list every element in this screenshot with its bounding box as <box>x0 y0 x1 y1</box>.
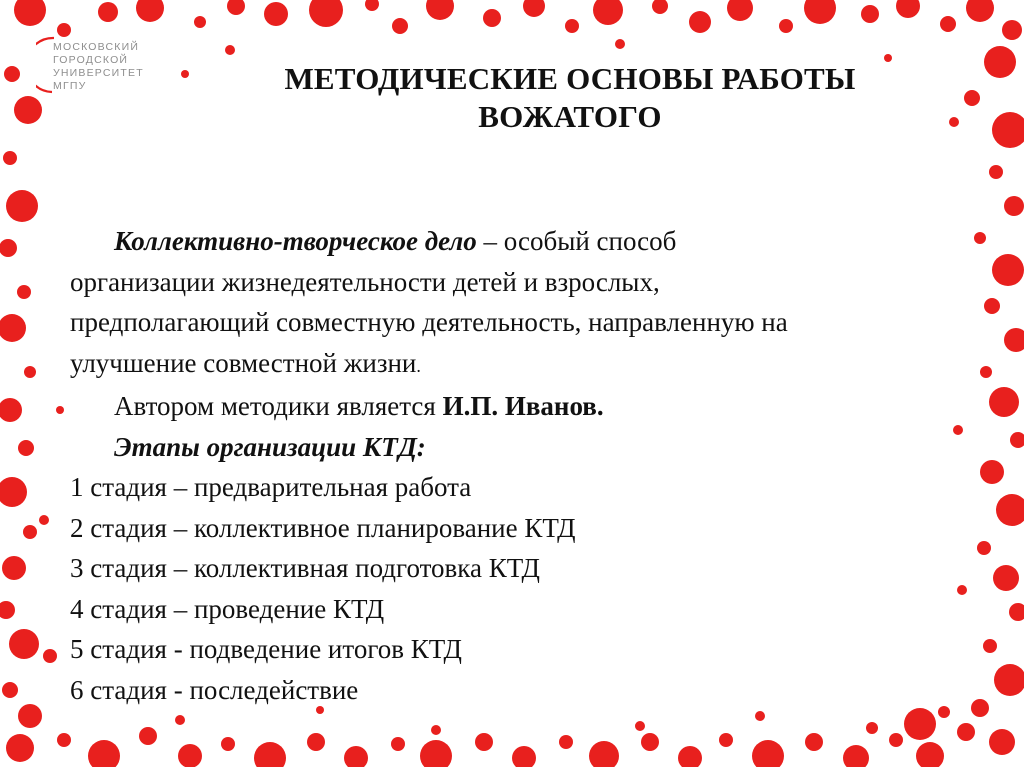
decorative-dot <box>431 725 441 735</box>
decorative-dot <box>0 601 15 619</box>
page-title <box>200 60 940 136</box>
decorative-dot <box>779 19 793 33</box>
decorative-dot <box>641 733 659 751</box>
stages-heading: Этапы организации КТД: <box>114 431 426 462</box>
decorative-dot <box>2 556 26 580</box>
decorative-dot <box>181 70 189 78</box>
decorative-dot <box>593 0 623 25</box>
decorative-dot <box>940 16 956 32</box>
decorative-dot <box>1009 603 1024 621</box>
decorative-dot <box>1010 432 1024 448</box>
decorative-dot <box>966 0 994 22</box>
decorative-dot <box>18 440 34 456</box>
decorative-dot <box>755 711 765 721</box>
decorative-dot <box>6 734 34 762</box>
decorative-dot <box>589 741 619 767</box>
decorative-dot <box>420 740 452 767</box>
definition-line-4 <box>70 343 1000 387</box>
decorative-dot <box>6 190 38 222</box>
decorative-dot <box>309 0 343 27</box>
decorative-dot <box>391 737 405 751</box>
decorative-dot <box>17 285 31 299</box>
decorative-dot <box>957 723 975 741</box>
decorative-dot <box>9 629 39 659</box>
decorative-dot <box>225 45 235 55</box>
author-name: И.П. Иванов. <box>442 391 604 421</box>
decorative-dot <box>175 715 185 725</box>
definition-line-3: предполагающий совместную деятельность, направленную на <box>70 307 788 337</box>
decorative-dot <box>136 0 164 22</box>
decorative-dot <box>727 0 753 21</box>
decorative-dot <box>178 744 202 767</box>
decorative-dot <box>635 721 645 731</box>
decorative-dot <box>992 112 1024 148</box>
decorative-dot <box>14 0 46 26</box>
decorative-dot <box>861 5 879 23</box>
decorative-dot <box>752 740 784 767</box>
stage-item-2: 2 стадия – коллективное планирование КТД <box>70 512 576 543</box>
author-line <box>70 386 1000 427</box>
decorative-dot <box>989 165 1003 179</box>
decorative-dot <box>307 733 325 751</box>
decorative-dot <box>989 729 1015 755</box>
decorative-dot <box>804 0 836 24</box>
decorative-dot <box>483 9 501 27</box>
decorative-dot <box>843 745 869 767</box>
decorative-dot <box>56 406 64 414</box>
decorative-dot <box>512 746 536 767</box>
definition-term: Коллективно-творческое дело <box>114 226 477 256</box>
stage-item-5: 5 стадия - подведение итогов КТД <box>70 634 462 664</box>
decorative-dot <box>678 746 702 767</box>
stage-item-6: 6 стадия - последействие <box>70 674 359 705</box>
title-line-2: ВОЖАТОГО <box>478 99 662 134</box>
decorative-dot <box>98 2 118 22</box>
decorative-dot <box>689 11 711 33</box>
decorative-dot <box>57 733 71 747</box>
decorative-dot <box>24 366 36 378</box>
decorative-dot <box>365 0 379 11</box>
stage-item-3: 3 стадия – коллективная подготовка КТД <box>70 553 540 583</box>
decorative-dot <box>39 515 49 525</box>
decorative-dot <box>475 733 493 751</box>
decorative-dot <box>344 746 368 767</box>
decorative-dot <box>1002 20 1022 40</box>
stage-item-1: 1 стадия – предварительная работа <box>70 472 472 502</box>
decorative-dot <box>652 0 668 14</box>
decorative-dot <box>964 90 980 106</box>
decorative-dot <box>2 682 18 698</box>
title-line-1: МЕТОДИЧЕСКИЕ ОСНОВЫ РАБОТЫ <box>284 61 856 96</box>
decorative-dot <box>194 16 206 28</box>
decorative-dot <box>949 117 959 127</box>
decorative-dot <box>1004 328 1024 352</box>
decorative-dot <box>18 704 42 728</box>
decorative-dot <box>719 733 733 747</box>
decorative-dot <box>904 708 936 740</box>
decorative-dot <box>1004 196 1024 216</box>
logo-line-2: ГОРОДСКОЙ <box>53 54 129 66</box>
decorative-dot <box>139 727 157 745</box>
decorative-dot <box>565 19 579 33</box>
decorative-dot <box>254 742 286 767</box>
decorative-dot <box>221 737 235 751</box>
decorative-dot <box>0 239 17 257</box>
decorative-dot <box>14 96 42 124</box>
university-logo <box>36 30 166 100</box>
definition-line-1 <box>70 221 1000 262</box>
decorative-dot <box>392 18 408 34</box>
decorative-dot <box>615 39 625 49</box>
decorative-dot <box>866 722 878 734</box>
decorative-dot <box>227 0 245 15</box>
decorative-dot <box>43 649 57 663</box>
slide-body <box>70 221 1000 710</box>
author-prefix: Автором методики является <box>114 391 443 421</box>
logo-line-4: МГПУ <box>53 80 87 92</box>
decorative-dot <box>264 2 288 26</box>
definition-line-2: организации жизнедеятельности детей и взрослых, <box>70 266 660 297</box>
decorative-dot <box>0 477 27 507</box>
decorative-dot <box>426 0 454 20</box>
logo-line-3: УНИВЕРСИТЕТ <box>53 67 144 79</box>
decorative-dot <box>916 742 944 767</box>
definition-line-1-rest: – особый способ <box>476 226 677 256</box>
definition-line-4-text: улучшение совместной жизни <box>70 347 417 378</box>
decorative-dot <box>0 398 22 422</box>
decorative-dot <box>805 733 823 751</box>
decorative-dot <box>23 525 37 539</box>
decorative-dot <box>88 740 120 767</box>
definition-line-4-end: . <box>416 355 421 376</box>
stage-item-4: 4 стадия – проведение КТД <box>70 593 385 624</box>
decorative-dot <box>889 733 903 747</box>
decorative-dot <box>0 314 26 342</box>
decorative-dot <box>896 0 920 18</box>
decorative-dot <box>3 151 17 165</box>
decorative-dot <box>996 494 1024 526</box>
decorative-dot <box>4 66 20 82</box>
logo-line-1: МОСКОВСКИЙ <box>53 41 140 53</box>
decorative-dot <box>559 735 573 749</box>
decorative-dot <box>523 0 545 17</box>
decorative-dot <box>984 46 1016 78</box>
